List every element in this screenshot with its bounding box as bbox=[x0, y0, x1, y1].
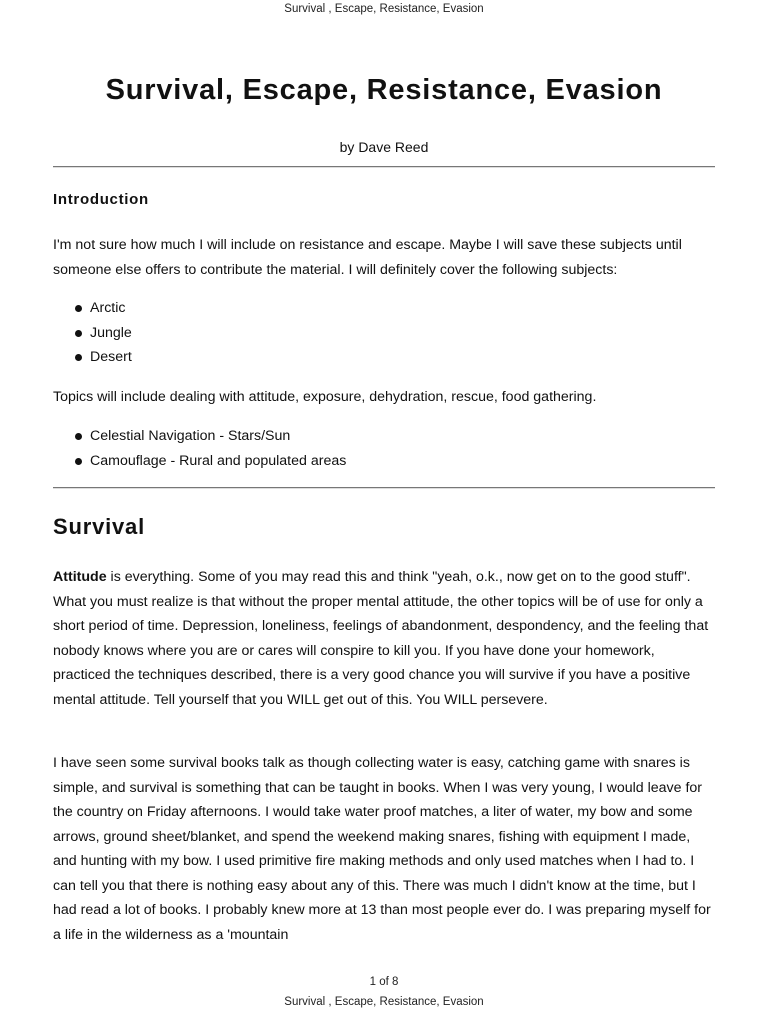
bullet-icon bbox=[75, 354, 82, 361]
list-item bbox=[53, 345, 132, 370]
list-item-label: Jungle bbox=[90, 324, 132, 341]
bullet-icon bbox=[75, 433, 82, 440]
list-item bbox=[53, 449, 346, 474]
list-item-label: Celestial Navigation - Stars/Sun bbox=[90, 428, 291, 444]
list-item-label: Camouflage - Rural and populated areas bbox=[90, 452, 347, 469]
author-byline: by Dave Reed bbox=[339, 139, 429, 155]
topics-list bbox=[53, 424, 346, 473]
subjects-list bbox=[53, 296, 132, 370]
page-indicator: 1 of 8 bbox=[369, 976, 399, 988]
divider bbox=[53, 487, 715, 489]
bullet-icon bbox=[75, 458, 82, 465]
document-title: Survival, Escape, Resistance, Evasion bbox=[105, 74, 663, 106]
attitude-paragraph bbox=[53, 565, 715, 712]
running-footer: Survival , Escape, Resistance, Evasion bbox=[284, 996, 484, 1008]
introduction-heading: Introduction bbox=[53, 191, 149, 208]
running-header: Survival , Escape, Resistance, Evasion bbox=[284, 3, 484, 15]
survival-heading: Survival bbox=[53, 514, 146, 539]
topics-paragraph: Topics will include dealing with attitude, exposure, dehydration, rescue, food gathering. bbox=[53, 389, 597, 405]
attitude-lead-term: Attitude bbox=[53, 569, 107, 585]
divider bbox=[53, 166, 715, 168]
list-item-label: Arctic bbox=[90, 300, 126, 316]
list-item bbox=[53, 321, 132, 346]
list-item bbox=[53, 296, 132, 321]
attitude-paragraph-text: is everything. Some of you may read this and think "yeah, o.k., now get on to the good stuff". What you must realize is that without the proper mental attitude, the other topics will be of use for only a short period of time. Depression, loneliness, feelings of abandonment, despondency, and the feeling that nobody knows where you are or cares will conspire to kill you. If you have done your homework, practiced the techniques described, there is a very good chance you will survive if you have a positive mental attitude. Tell yourself that you WILL get out of this. You WILL persevere. bbox=[53, 569, 709, 708]
introduction-paragraph: I'm not sure how much I will include on resistance and escape. Maybe I will save these subjects until someone else offers to contribute the material. I will definitely cover the following subjects: bbox=[53, 237, 682, 278]
bullet-icon bbox=[75, 305, 82, 312]
bullet-icon bbox=[75, 330, 82, 337]
list-item-label: Desert bbox=[90, 349, 132, 365]
survival-books-paragraph: I have seen some survival books talk as though collecting water is easy, catching game with snares is simple, and survival is something that can be taught in books. When I was very young, I would leave for the country on Friday afternoons. I would take water proof matches, a liter of water, my bow and some arrows, ground sheet/blanket, and spend the weekend making snares, fishing with equipment I made, and hunting with my bow. I used primitive fire making methods and only used matches when I had to. I can tell you that there is nothing easy about any of this. There was much I didn't know at the time, but I had read a lot of books. I probably knew more at 13 than most people ever do. I was preparing myself for a life in the wilderness as a 'mountain bbox=[53, 755, 711, 943]
list-item bbox=[53, 424, 346, 449]
